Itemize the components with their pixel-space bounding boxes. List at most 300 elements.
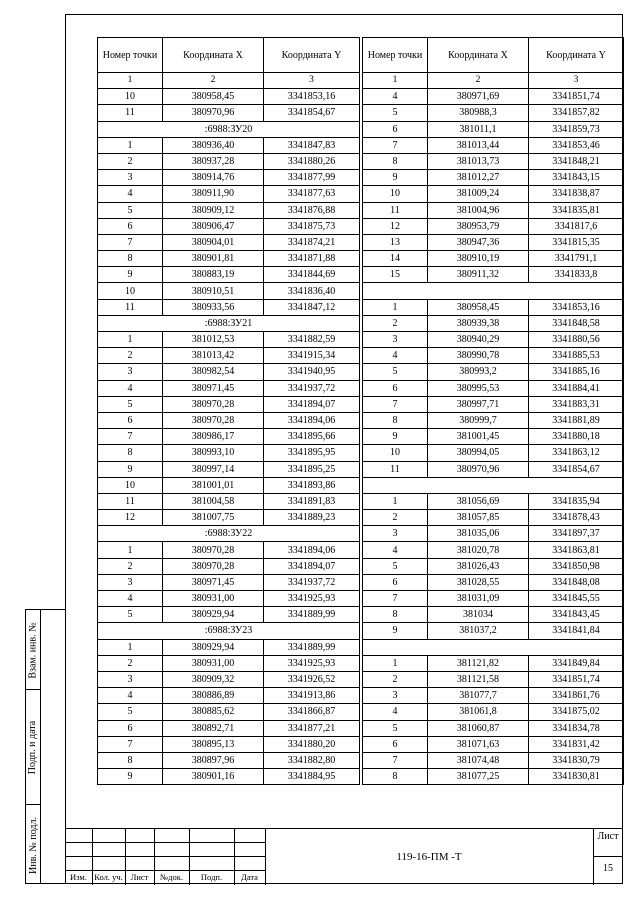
coord-y: 3341894,07 [264, 396, 360, 412]
table-row [98, 186, 360, 202]
table-row [98, 591, 360, 607]
section-label: :6988:ЗУ21 [98, 315, 360, 331]
coord-y: 3341889,23 [264, 510, 360, 526]
point-number: 2 [98, 153, 163, 169]
coord-y: 3341877,99 [264, 170, 360, 186]
coord-y: 3341877,63 [264, 186, 360, 202]
table-row [98, 769, 360, 785]
coord-y: 3341895,95 [264, 445, 360, 461]
table-row [98, 348, 360, 364]
coord-x: 380933,56 [163, 299, 264, 315]
point-number: 8 [98, 752, 163, 768]
coord-x-header: Координата X [428, 38, 529, 73]
section-label [363, 283, 624, 299]
coord-x: 380970,28 [163, 412, 264, 428]
point-number-header: Номер точки [98, 38, 163, 73]
table-row [98, 105, 360, 121]
table-row [363, 655, 624, 671]
coord-x: 380936,40 [163, 137, 264, 153]
coord-y: 3341882,80 [264, 752, 360, 768]
coord-x: 380988,3 [428, 105, 529, 121]
table-row [363, 591, 624, 607]
coord-x: 380947,36 [428, 234, 529, 250]
coord-x: 381026,43 [428, 558, 529, 574]
table-row [98, 736, 360, 752]
coord-x: 380994,05 [428, 445, 529, 461]
coord-x: 381020,78 [428, 542, 529, 558]
coord-x: 381013,73 [428, 153, 529, 169]
coord-y: 3341940,95 [264, 364, 360, 380]
coord-x: 380958,45 [428, 299, 529, 315]
coord-y: 3341937,72 [264, 380, 360, 396]
table-row [363, 493, 624, 509]
coord-y: 3341889,99 [264, 639, 360, 655]
section-row [98, 623, 360, 639]
section-row [98, 526, 360, 542]
table-row [363, 526, 624, 542]
point-number: 2 [98, 348, 163, 364]
coord-y: 3341891,83 [264, 493, 360, 509]
point-number: 3 [363, 526, 428, 542]
table-row [363, 720, 624, 736]
table-row [363, 558, 624, 574]
coord-x: 380995,53 [428, 380, 529, 396]
coord-y: 3341831,42 [529, 736, 624, 752]
coord-x: 380886,89 [163, 688, 264, 704]
point-number: 11 [363, 461, 428, 477]
coord-y: 3341925,93 [264, 655, 360, 671]
coord-y: 3341880,56 [529, 332, 624, 348]
coord-y: 3341937,72 [264, 574, 360, 590]
table-row [98, 251, 360, 267]
point-number: 10 [98, 477, 163, 493]
point-number: 10 [363, 186, 428, 202]
point-number: 4 [98, 380, 163, 396]
point-number: 12 [363, 218, 428, 234]
coord-y-header: Координата Y [529, 38, 624, 73]
coord-x: 380970,28 [163, 558, 264, 574]
coord-y: 3341883,31 [529, 396, 624, 412]
section-row [363, 477, 624, 493]
coord-x: 381007,75 [163, 510, 264, 526]
coord-x: 381060,87 [428, 720, 529, 736]
column-number-row: 1 2 3 [98, 73, 360, 89]
point-number: 3 [363, 688, 428, 704]
coord-y: 3341874,21 [264, 234, 360, 250]
coord-x: 381001,01 [163, 477, 264, 493]
table-header-row [363, 38, 624, 73]
table-row [98, 461, 360, 477]
coord-y: 3341897,37 [529, 526, 624, 542]
coord-y: 3341866,87 [264, 704, 360, 720]
coord-x: 381028,55 [428, 574, 529, 590]
coord-x: 381009,24 [428, 186, 529, 202]
coord-y: 3341861,76 [529, 688, 624, 704]
table-row [98, 396, 360, 412]
coord-x: 381013,44 [428, 137, 529, 153]
coord-y: 3341895,66 [264, 429, 360, 445]
section-label [363, 639, 624, 655]
coord-x: 380970,96 [428, 461, 529, 477]
coord-y: 3341877,21 [264, 720, 360, 736]
coord-y: 3341925,93 [264, 591, 360, 607]
coord-x: 381074,48 [428, 752, 529, 768]
coord-x: 381077,25 [428, 769, 529, 785]
table-row [363, 542, 624, 558]
point-number: 7 [363, 137, 428, 153]
point-number: 9 [98, 461, 163, 477]
coord-x: 381013,42 [163, 348, 264, 364]
coord-y: 3341915,34 [264, 348, 360, 364]
coord-x: 381057,85 [428, 510, 529, 526]
table-row [363, 105, 624, 121]
point-number: 7 [98, 429, 163, 445]
coord-x: 380997,14 [163, 461, 264, 477]
point-number: 4 [98, 591, 163, 607]
coord-x: 380929,94 [163, 607, 264, 623]
point-number: 8 [363, 769, 428, 785]
table-row [98, 493, 360, 509]
coord-x: 380953,79 [428, 218, 529, 234]
coord-x: 380885,62 [163, 704, 264, 720]
point-number: 6 [363, 380, 428, 396]
coord-x: 380910,19 [428, 251, 529, 267]
table-row [98, 720, 360, 736]
signature-date-label: Подп. и дата [27, 720, 39, 775]
point-number: 7 [363, 396, 428, 412]
point-number: 1 [98, 332, 163, 348]
table-row [363, 202, 624, 218]
coord-y: 3341836,40 [264, 283, 360, 299]
point-number: 7 [363, 591, 428, 607]
coord-x: 380901,16 [163, 769, 264, 785]
coord-y: 3341889,99 [264, 607, 360, 623]
coord-x: 381004,96 [428, 202, 529, 218]
table-row [363, 348, 624, 364]
coord-x: 381071,63 [428, 736, 529, 752]
coord-y: 3341854,67 [529, 461, 624, 477]
point-number: 5 [363, 720, 428, 736]
point-number: 4 [363, 542, 428, 558]
coord-x: 380906,47 [163, 218, 264, 234]
point-number: 11 [98, 299, 163, 315]
table-row [363, 170, 624, 186]
table-row [98, 234, 360, 250]
table-row [98, 202, 360, 218]
stamp-col-change: Изм. [70, 872, 87, 882]
coord-x: 381001,45 [428, 429, 529, 445]
point-number: 8 [363, 412, 428, 428]
coord-y: 3341853,16 [264, 89, 360, 105]
table-row [363, 234, 624, 250]
table-row [98, 137, 360, 153]
coord-x: 380904,01 [163, 234, 264, 250]
table-row [98, 380, 360, 396]
table-row [363, 267, 624, 283]
table-row [98, 283, 360, 299]
point-number: 2 [98, 558, 163, 574]
point-number: 7 [98, 234, 163, 250]
point-number: 11 [363, 202, 428, 218]
coord-x: 381037,2 [428, 623, 529, 639]
coord-x: 381031,09 [428, 591, 529, 607]
coord-y: 3341843,45 [529, 607, 624, 623]
coord-y: 3341838,87 [529, 186, 624, 202]
coord-x: 380970,96 [163, 105, 264, 121]
coord-x: 380993,2 [428, 364, 529, 380]
section-row [98, 121, 360, 137]
point-number: 3 [98, 671, 163, 687]
coord-y: 3341835,94 [529, 493, 624, 509]
coord-y: 3341926,52 [264, 671, 360, 687]
table-row [98, 332, 360, 348]
point-number: 1 [363, 299, 428, 315]
point-number: 1 [98, 137, 163, 153]
coord-x: 381077,7 [428, 688, 529, 704]
point-number: 1 [98, 639, 163, 655]
point-number: 10 [98, 89, 163, 105]
point-number: 9 [363, 170, 428, 186]
coord-x: 380986,17 [163, 429, 264, 445]
table-row [98, 89, 360, 105]
coord-y: 3341848,58 [529, 315, 624, 331]
coord-y: 3341833,8 [529, 267, 624, 283]
coord-x: 381035,06 [428, 526, 529, 542]
point-number: 5 [98, 607, 163, 623]
section-row [98, 315, 360, 331]
coord-y: 3341853,16 [529, 299, 624, 315]
point-number: 6 [363, 736, 428, 752]
coord-y: 3341880,26 [264, 153, 360, 169]
table-row [98, 445, 360, 461]
table-row [363, 429, 624, 445]
coord-y: 3341881,89 [529, 412, 624, 428]
table-row [98, 639, 360, 655]
coord-x: 380958,45 [163, 89, 264, 105]
coordinates-table-right [362, 37, 624, 785]
table-row [363, 332, 624, 348]
table-row [363, 137, 624, 153]
table-row [98, 477, 360, 493]
coord-x: 380971,45 [163, 574, 264, 590]
point-number: 6 [363, 574, 428, 590]
coord-y: 3341882,59 [264, 332, 360, 348]
table-row [363, 315, 624, 331]
coord-y: 3341857,82 [529, 105, 624, 121]
coord-y: 3341885,16 [529, 364, 624, 380]
point-number: 6 [363, 121, 428, 137]
coord-y: 3341863,12 [529, 445, 624, 461]
coord-x: 380897,96 [163, 752, 264, 768]
table-row [98, 299, 360, 315]
point-number: 1 [363, 493, 428, 509]
table-row [363, 218, 624, 234]
coord-y: 3341893,86 [264, 477, 360, 493]
table-row [363, 396, 624, 412]
point-number: 3 [363, 332, 428, 348]
point-number: 9 [98, 267, 163, 283]
sheet-label: Лист [597, 831, 619, 842]
table-row [363, 299, 624, 315]
coord-x: 381034 [428, 607, 529, 623]
table-row [363, 688, 624, 704]
point-number: 5 [98, 202, 163, 218]
coord-y: 3341844,69 [264, 267, 360, 283]
coord-x: 380970,28 [163, 542, 264, 558]
coord-y: 3341835,81 [529, 202, 624, 218]
point-number: 9 [98, 769, 163, 785]
coord-y: 3341876,88 [264, 202, 360, 218]
table-row [363, 251, 624, 267]
point-number: 4 [363, 89, 428, 105]
coord-x: 380931,00 [163, 591, 264, 607]
table-row [98, 510, 360, 526]
stamp-col-signature: Подп. [200, 872, 223, 882]
point-number: 11 [98, 493, 163, 509]
coord-y: 3341880,18 [529, 429, 624, 445]
coord-x-header: Координата X [163, 38, 264, 73]
coord-y: 3341894,06 [264, 412, 360, 428]
section-label: :6988:ЗУ22 [98, 526, 360, 542]
point-number: 12 [98, 510, 163, 526]
coord-x: 381012,27 [428, 170, 529, 186]
point-number: 3 [98, 170, 163, 186]
document-code: 119-16-ПМ -Т [396, 851, 462, 863]
point-number: 8 [363, 607, 428, 623]
coord-x: 380997,71 [428, 396, 529, 412]
coord-y: 3341894,07 [264, 558, 360, 574]
stamp-col-date: Дата [241, 872, 258, 882]
stamp-col-docnum: №док. [160, 872, 183, 882]
table-row [363, 412, 624, 428]
coord-y: 3341863,81 [529, 542, 624, 558]
coord-y: 3341791,1 [529, 251, 624, 267]
table-row [363, 153, 624, 169]
table-row [98, 752, 360, 768]
section-row [363, 639, 624, 655]
table-row [363, 186, 624, 202]
table-row [363, 445, 624, 461]
point-number: 7 [363, 752, 428, 768]
coord-y: 3341817,6 [529, 218, 624, 234]
point-number: 8 [98, 251, 163, 267]
point-number: 6 [98, 720, 163, 736]
table-row [363, 623, 624, 639]
coord-x: 380982,54 [163, 364, 264, 380]
table-row [98, 218, 360, 234]
coord-x: 380939,38 [428, 315, 529, 331]
column-number-row: 1 2 3 [363, 73, 624, 89]
table-row [98, 574, 360, 590]
point-number: 3 [98, 574, 163, 590]
table-row [363, 607, 624, 623]
coord-x: 381121,82 [428, 655, 529, 671]
point-number: 10 [363, 445, 428, 461]
table-row [363, 752, 624, 768]
coord-x: 380929,94 [163, 639, 264, 655]
point-number: 2 [98, 655, 163, 671]
coord-y: 3341884,95 [264, 769, 360, 785]
point-number: 2 [363, 315, 428, 331]
point-number: 7 [98, 736, 163, 752]
table-row [98, 655, 360, 671]
table-row [98, 671, 360, 687]
coord-x: 380993,10 [163, 445, 264, 461]
point-number: 5 [98, 704, 163, 720]
coord-y: 3341830,79 [529, 752, 624, 768]
point-number: 6 [98, 412, 163, 428]
coord-x: 381012,53 [163, 332, 264, 348]
point-number: 9 [363, 623, 428, 639]
point-number: 4 [363, 348, 428, 364]
coord-x: 380895,13 [163, 736, 264, 752]
table-row [98, 364, 360, 380]
table-row [98, 558, 360, 574]
table-row [363, 364, 624, 380]
coord-x: 380971,69 [428, 89, 529, 105]
point-number: 3 [98, 364, 163, 380]
coord-y: 3341848,21 [529, 153, 624, 169]
table-row [98, 429, 360, 445]
point-number: 4 [363, 704, 428, 720]
section-row [363, 283, 624, 299]
coordinates-table-left [97, 37, 360, 785]
coord-y: 3341847,12 [264, 299, 360, 315]
coord-y: 3341850,98 [529, 558, 624, 574]
sheet-number: 15 [603, 863, 613, 874]
table-row [98, 267, 360, 283]
point-number: 15 [363, 267, 428, 283]
coord-y: 3341834,78 [529, 720, 624, 736]
coord-y: 3341851,74 [529, 671, 624, 687]
table-row [363, 736, 624, 752]
table-row [363, 89, 624, 105]
coord-x: 380999,7 [428, 412, 529, 428]
coord-x: 380940,29 [428, 332, 529, 348]
coord-x: 380911,32 [428, 267, 529, 283]
coord-x: 380892,71 [163, 720, 264, 736]
coord-y: 3341841,84 [529, 623, 624, 639]
table-row [363, 574, 624, 590]
coord-x: 381011,1 [428, 121, 529, 137]
point-number: 1 [363, 655, 428, 671]
point-number: 14 [363, 251, 428, 267]
coord-x: 381056,69 [428, 493, 529, 509]
coord-y: 3341878,43 [529, 510, 624, 526]
point-number: 13 [363, 234, 428, 250]
original-inv-label: Инв. № подл. [27, 816, 39, 874]
coord-x: 380970,28 [163, 396, 264, 412]
coord-x: 380971,45 [163, 380, 264, 396]
table-row [98, 170, 360, 186]
coord-x: 380931,00 [163, 655, 264, 671]
section-label [363, 477, 624, 493]
point-number: 5 [98, 396, 163, 412]
coord-y: 3341913,86 [264, 688, 360, 704]
table-row [363, 769, 624, 785]
point-number: 2 [363, 671, 428, 687]
coord-y: 3341849,84 [529, 655, 624, 671]
coord-y: 3341843,15 [529, 170, 624, 186]
table-row [98, 542, 360, 558]
title-block [65, 828, 623, 884]
coord-y: 3341875,02 [529, 704, 624, 720]
section-label: :6988:ЗУ20 [98, 121, 360, 137]
table-row [98, 704, 360, 720]
point-number: 8 [363, 153, 428, 169]
section-label: :6988:ЗУ23 [98, 623, 360, 639]
coord-y: 3341875,73 [264, 218, 360, 234]
